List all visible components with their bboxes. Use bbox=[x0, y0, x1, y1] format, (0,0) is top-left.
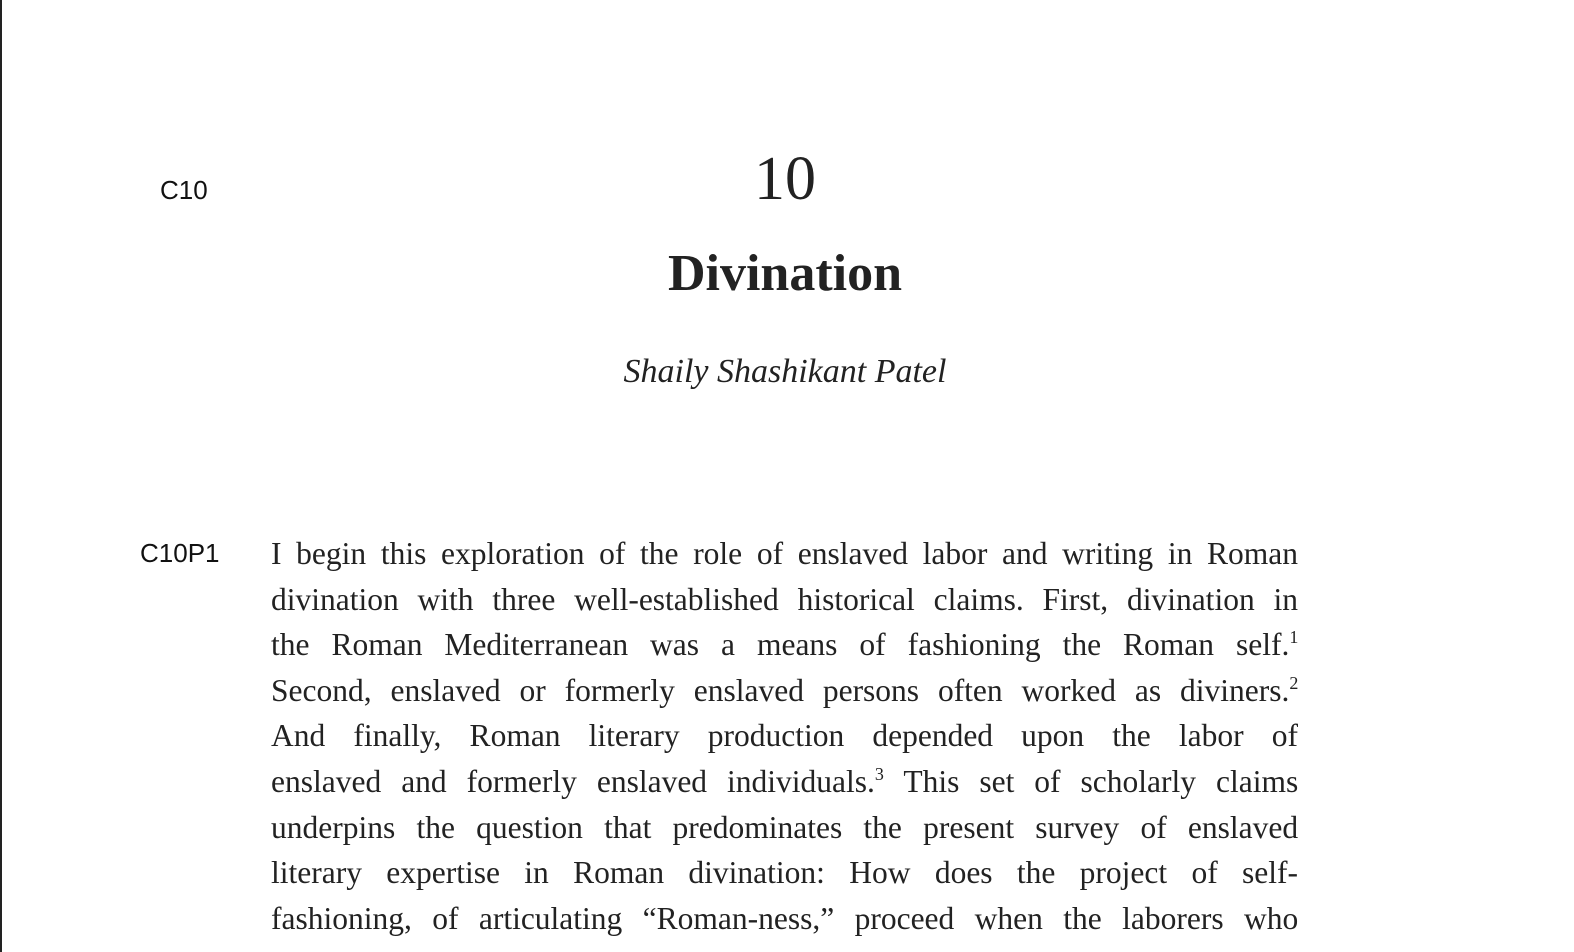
paragraph-line: enslaved and formerly enslaved individuals.$^3$ This set of scholarly claims bbox=[271, 763, 1299, 799]
chapter-number: 10 bbox=[754, 145, 816, 213]
footnote-ref[interactable]: 1 bbox=[1289, 627, 1299, 648]
paragraph-line: literary expertise in Roman divination: How does the project of self- bbox=[271, 855, 1298, 891]
paragraph-marker: C10P1 bbox=[140, 538, 220, 568]
chapter-marker: C10 bbox=[160, 175, 208, 205]
body-paragraph bbox=[271, 531, 1298, 941]
paragraph-line: divination with three well-established historical claims. First, divination in bbox=[271, 581, 1298, 617]
paragraph-line: the Roman Mediterranean was a means of fashioning the Roman self.$^1$ bbox=[271, 627, 1299, 663]
footnote-ref[interactable]: 3 bbox=[874, 763, 884, 784]
footnote-ref[interactable]: 2 bbox=[1289, 672, 1299, 693]
chapter-title: Divination bbox=[667, 245, 903, 302]
paragraph-line: I begin this exploration of the role of enslaved labor and writing in Roman bbox=[271, 536, 1298, 571]
paragraph-line: underpins the question that predominates the present survey of enslaved bbox=[271, 809, 1299, 845]
chapter-author: Shaily Shashikant Patel bbox=[623, 353, 947, 390]
paragraph-line: fashioning, of articulating “Roman-ness,” proceed when the laborers who bbox=[271, 900, 1299, 936]
paragraph-line: And finally, Roman literary production depended upon the labor of bbox=[271, 718, 1298, 754]
paragraph-line: Second, enslaved or formerly enslaved persons often worked as diviners.$^2$ bbox=[271, 672, 1299, 708]
